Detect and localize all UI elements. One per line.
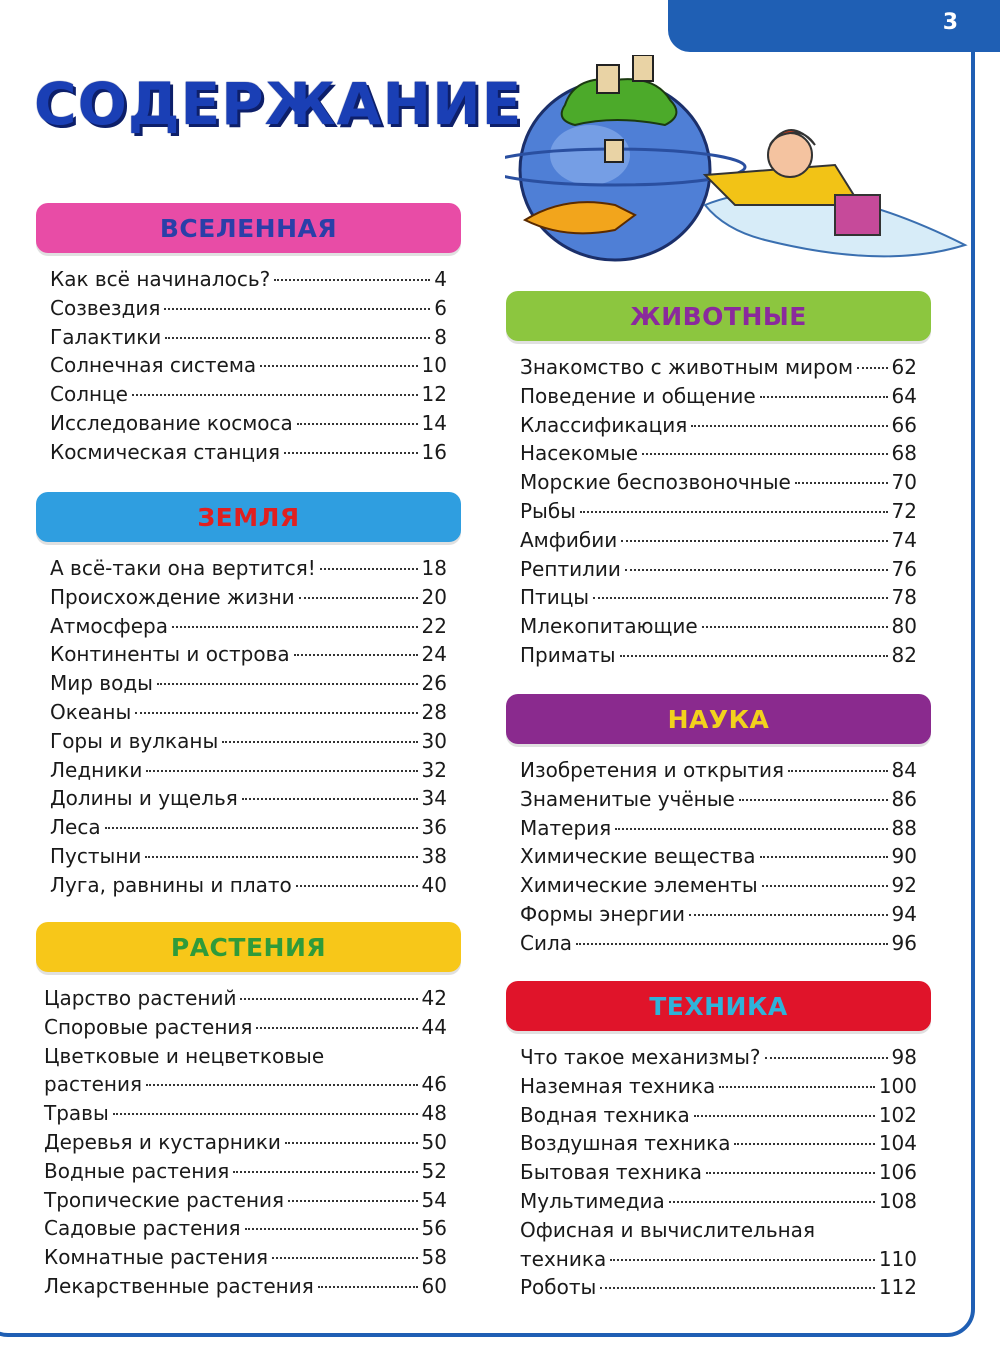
toc-entry-label: Изобретения и открытия bbox=[520, 758, 785, 782]
toc-entry-page: 84 bbox=[891, 758, 917, 782]
toc-entry-label: А всё-таки она вертится! bbox=[50, 556, 316, 580]
toc-entry[interactable] bbox=[44, 1042, 447, 1100]
dot-leader bbox=[245, 1228, 418, 1230]
dot-leader bbox=[576, 943, 888, 945]
toc-entry-page: 20 bbox=[421, 584, 447, 609]
toc-entry-label: Садовые растения bbox=[44, 1216, 241, 1241]
section-animals bbox=[506, 291, 931, 670]
toc-entry-page: 74 bbox=[891, 527, 917, 552]
dot-leader bbox=[620, 655, 888, 657]
toc-entry[interactable] bbox=[520, 555, 917, 584]
toc-entry-label: Тропические растения bbox=[44, 1187, 285, 1212]
toc-entry-label: Морские беспозвоночные bbox=[520, 470, 791, 495]
toc-entry-label: Формы энергии bbox=[520, 901, 685, 926]
dot-leader bbox=[694, 1115, 875, 1117]
dot-leader bbox=[274, 279, 430, 281]
toc-entry-page: 104 bbox=[878, 1131, 917, 1156]
dot-leader bbox=[702, 626, 888, 628]
toc-entry[interactable] bbox=[520, 497, 917, 526]
toc-entry-page: 22 bbox=[421, 613, 447, 638]
toc-entry[interactable] bbox=[50, 669, 447, 698]
toc-entry-page: 34 bbox=[421, 786, 447, 811]
toc-entry-label: Континенты и острова bbox=[50, 642, 290, 667]
toc-entry[interactable] bbox=[520, 814, 917, 843]
section-header-earth bbox=[36, 492, 461, 542]
toc-entry-page: 4 bbox=[434, 267, 447, 291]
toc-entry-label: Цветковые и нецветковые bbox=[44, 1043, 325, 1068]
dot-leader bbox=[706, 1172, 875, 1174]
dot-leader bbox=[242, 798, 418, 800]
toc-entry[interactable] bbox=[50, 756, 447, 785]
toc-entry-label: Солнце bbox=[50, 382, 128, 407]
toc-entry[interactable] bbox=[44, 1243, 447, 1272]
toc-entry[interactable] bbox=[50, 409, 447, 438]
toc-entry-page: 60 bbox=[421, 1273, 447, 1298]
toc-entry[interactable] bbox=[50, 813, 447, 842]
toc-entry-page: 54 bbox=[421, 1187, 447, 1212]
toc-entry[interactable] bbox=[520, 439, 917, 468]
toc-entry-page: 68 bbox=[891, 441, 917, 466]
dot-leader bbox=[146, 770, 417, 772]
toc-entry-page: 10 bbox=[421, 353, 447, 378]
dot-leader bbox=[165, 337, 430, 339]
toc-entry-page: 92 bbox=[891, 873, 917, 898]
dot-leader bbox=[739, 799, 888, 801]
toc-entry[interactable] bbox=[520, 871, 917, 900]
toc-entry-label: Леса bbox=[50, 815, 101, 840]
dot-leader bbox=[164, 308, 430, 310]
toc-entry-page: 72 bbox=[891, 498, 917, 523]
section-plants bbox=[36, 922, 461, 1301]
toc-entry[interactable] bbox=[520, 900, 917, 929]
toc-entry-label: Атмосфера bbox=[50, 613, 169, 638]
toc-entry-label: Насекомые bbox=[520, 441, 639, 466]
dot-leader bbox=[113, 1113, 418, 1115]
toc-entry-page: 8 bbox=[434, 324, 447, 349]
toc-entry[interactable] bbox=[50, 323, 447, 352]
toc-entry-label: Долины и ущелья bbox=[50, 786, 238, 811]
section-title: ЗЕМЛЯ bbox=[197, 502, 300, 532]
toc-entry[interactable] bbox=[50, 784, 447, 813]
dot-leader bbox=[272, 1257, 418, 1259]
toc-entry[interactable] bbox=[50, 871, 447, 900]
toc-entry-label-cont: растения bbox=[44, 1072, 143, 1097]
toc-entry[interactable] bbox=[520, 411, 917, 440]
page-title: СОДЕРЖАНИЕ bbox=[34, 70, 523, 138]
toc-entry-page: 86 bbox=[891, 786, 917, 811]
toc-entry-page: 66 bbox=[891, 412, 917, 437]
toc-entry-page: 44 bbox=[421, 1014, 447, 1039]
toc-entry-page: 76 bbox=[891, 556, 917, 581]
toc-entry-label: Наземная техника bbox=[520, 1073, 716, 1098]
toc-entry-page: 16 bbox=[421, 439, 447, 464]
toc-entry-label: Что такое механизмы? bbox=[520, 1045, 761, 1069]
toc-entry-label: Травы bbox=[44, 1101, 109, 1126]
toc-entry-label: Знаменитые учёные bbox=[520, 786, 735, 811]
section-universe bbox=[36, 203, 461, 467]
toc-entry[interactable] bbox=[50, 351, 447, 380]
toc-entry-page: 52 bbox=[421, 1158, 447, 1183]
dot-leader bbox=[145, 856, 417, 858]
toc-entry-page: 90 bbox=[891, 844, 917, 869]
dot-leader bbox=[857, 367, 888, 369]
toc-entry-page: 56 bbox=[421, 1216, 447, 1241]
toc-entry[interactable] bbox=[44, 1013, 447, 1042]
toc-entry-page: 80 bbox=[891, 614, 917, 639]
dot-leader bbox=[135, 712, 417, 714]
dot-leader bbox=[580, 511, 888, 513]
toc-entry-label: Млекопитающие bbox=[520, 614, 698, 639]
toc-entry[interactable] bbox=[520, 641, 917, 670]
section-science bbox=[506, 694, 931, 958]
toc-entry-label: Офисная и вычислительная bbox=[520, 1217, 815, 1242]
dot-leader bbox=[760, 396, 888, 398]
toc-entry[interactable] bbox=[520, 1216, 917, 1274]
toc-entry-label: Сила bbox=[520, 930, 573, 955]
toc-entry-label: Знакомство с животным миром bbox=[520, 355, 854, 379]
toc-entry-label: Водные растения bbox=[44, 1158, 230, 1183]
toc-entry[interactable] bbox=[50, 583, 447, 612]
toc-entry-page: 6 bbox=[434, 295, 447, 320]
dot-leader bbox=[240, 998, 417, 1000]
toc-entry[interactable] bbox=[50, 265, 447, 294]
toc-entry-label: Птицы bbox=[520, 585, 590, 610]
toc-entry[interactable] bbox=[44, 1099, 447, 1128]
toc-entry-page: 12 bbox=[421, 382, 447, 407]
toc-entry-label: Океаны bbox=[50, 699, 132, 724]
section-title: ТЕХНИКА bbox=[649, 991, 788, 1021]
toc-entry[interactable] bbox=[520, 785, 917, 814]
toc-entry[interactable] bbox=[520, 842, 917, 871]
toc-entry-label: Исследование космоса bbox=[50, 410, 293, 435]
toc-entry-label: Материя bbox=[520, 815, 612, 840]
toc-entry-label: Химические вещества bbox=[520, 844, 756, 869]
dot-leader bbox=[172, 626, 418, 628]
dot-leader bbox=[691, 425, 887, 427]
toc-entry[interactable] bbox=[520, 1273, 917, 1302]
toc-entry-page: 28 bbox=[421, 699, 447, 724]
toc-entry-label-cont: техника bbox=[520, 1246, 607, 1271]
toc-entry-label: Роботы bbox=[520, 1275, 597, 1300]
toc-entry-page: 88 bbox=[891, 815, 917, 840]
toc-entry[interactable] bbox=[520, 1101, 917, 1130]
toc-entry[interactable] bbox=[520, 1043, 917, 1072]
toc-entry-page: 40 bbox=[421, 872, 447, 897]
toc-entry-label: Горы и вулканы bbox=[50, 728, 219, 753]
toc-entry[interactable] bbox=[520, 756, 917, 785]
dot-leader bbox=[795, 482, 888, 484]
dot-leader bbox=[285, 1142, 418, 1144]
toc-entry-label: Бытовая техника bbox=[520, 1160, 703, 1185]
toc-entry-label: Рыбы bbox=[520, 498, 576, 523]
section-header-universe bbox=[36, 203, 461, 253]
toc-entry-label: Воздушная техника bbox=[520, 1131, 731, 1156]
toc-entry[interactable] bbox=[44, 1128, 447, 1157]
toc-entry-label: Как всё начиналось? bbox=[50, 267, 271, 291]
toc-entry-page: 14 bbox=[421, 410, 447, 435]
dot-leader bbox=[762, 885, 888, 887]
dot-leader bbox=[719, 1086, 875, 1088]
toc-entry-label: Царство растений bbox=[44, 986, 237, 1010]
toc-entry-label: Мир воды bbox=[50, 671, 153, 696]
toc-entry-label: Химические элементы bbox=[520, 873, 758, 898]
toc-entry[interactable] bbox=[520, 1072, 917, 1101]
toc-entry-label: Ледники bbox=[50, 757, 143, 782]
dot-leader bbox=[625, 569, 888, 571]
toc-entry-page: 24 bbox=[421, 642, 447, 667]
toc-entry-page: 38 bbox=[421, 843, 447, 868]
toc-entry-label: Споровые растения bbox=[44, 1014, 253, 1039]
toc-entry[interactable] bbox=[520, 1158, 917, 1187]
section-title: РАСТЕНИЯ bbox=[170, 932, 327, 962]
toc-entry-label: Поведение и общение bbox=[520, 383, 756, 408]
toc-entry-label: Приматы bbox=[520, 642, 616, 667]
toc-entry-page: 112 bbox=[878, 1275, 917, 1300]
dot-leader bbox=[288, 1200, 417, 1202]
dot-leader bbox=[132, 394, 418, 396]
toc-entry[interactable] bbox=[50, 612, 447, 641]
toc-entry[interactable] bbox=[50, 698, 447, 727]
toc-entry-page: 108 bbox=[878, 1188, 917, 1213]
section-title: ВСЕЛЕННАЯ bbox=[159, 213, 338, 243]
toc-entry-label: Созвездия bbox=[50, 295, 161, 320]
toc-entry-page: 94 bbox=[891, 901, 917, 926]
section-header-technology bbox=[506, 981, 931, 1031]
toc-entry[interactable] bbox=[520, 353, 917, 382]
toc-entry-page: 32 bbox=[421, 757, 447, 782]
toc-entry-page: 58 bbox=[421, 1245, 447, 1270]
toc-entry-label: Мультимедиа bbox=[520, 1188, 665, 1213]
toc-entry[interactable] bbox=[520, 583, 917, 612]
dot-leader bbox=[222, 741, 417, 743]
dot-leader bbox=[294, 654, 418, 656]
toc-entry-page: 102 bbox=[878, 1102, 917, 1127]
toc-entry[interactable] bbox=[44, 1157, 447, 1186]
section-header-plants bbox=[36, 922, 461, 972]
toc-entry-page: 48 bbox=[421, 1101, 447, 1126]
toc-entry-label: Лекарственные растения bbox=[44, 1273, 314, 1298]
toc-entry-page: 100 bbox=[878, 1073, 917, 1098]
toc-entry-label: Галактики bbox=[50, 324, 162, 349]
toc-entry[interactable] bbox=[520, 1129, 917, 1158]
section-title: ЖИВОТНЫЕ bbox=[630, 301, 807, 331]
toc-entry-page: 78 bbox=[891, 585, 917, 610]
section-header-animals bbox=[506, 291, 931, 341]
dot-leader bbox=[157, 683, 418, 685]
dot-leader bbox=[260, 365, 417, 367]
dot-leader bbox=[105, 827, 418, 829]
toc-entry[interactable] bbox=[520, 929, 917, 958]
toc-entry-label: Водная техника bbox=[520, 1102, 690, 1127]
toc-entry[interactable] bbox=[44, 984, 447, 1013]
toc-entry[interactable] bbox=[520, 526, 917, 555]
toc-entry-page: 50 bbox=[421, 1129, 447, 1154]
toc-entry-page: 36 bbox=[421, 815, 447, 840]
toc-entry-page: 96 bbox=[891, 930, 917, 955]
toc-entry-label: Амфибии bbox=[520, 527, 618, 552]
toc-entry-page: 18 bbox=[421, 556, 447, 580]
dot-leader bbox=[284, 452, 418, 454]
dot-leader bbox=[600, 1287, 875, 1289]
dot-leader bbox=[256, 1027, 417, 1029]
dot-leader bbox=[642, 453, 887, 455]
section-earth bbox=[36, 492, 461, 900]
page-number: 3 bbox=[942, 10, 958, 35]
dot-leader bbox=[788, 770, 887, 772]
toc-entry[interactable] bbox=[520, 612, 917, 641]
toc-entry[interactable] bbox=[50, 842, 447, 871]
toc-entry[interactable] bbox=[50, 294, 447, 323]
toc-entry[interactable] bbox=[50, 380, 447, 409]
dot-leader bbox=[610, 1259, 875, 1261]
section-technology bbox=[506, 981, 931, 1302]
toc-entry[interactable] bbox=[50, 640, 447, 669]
toc-entry-page: 46 bbox=[421, 1072, 447, 1097]
dot-leader bbox=[146, 1084, 418, 1086]
toc-entry-label: Классификация bbox=[520, 412, 688, 437]
dot-leader bbox=[320, 568, 418, 570]
globe-boat-illustration bbox=[505, 55, 975, 295]
dot-leader bbox=[296, 885, 418, 887]
dot-leader bbox=[621, 540, 887, 542]
dot-leader bbox=[669, 1201, 875, 1203]
toc-entry-label: Комнатные растения bbox=[44, 1245, 269, 1270]
section-header-science bbox=[506, 694, 931, 744]
dot-leader bbox=[318, 1286, 418, 1288]
toc-entry-label: Луга, равнины и плато bbox=[50, 872, 292, 897]
toc-entry-page: 42 bbox=[421, 986, 447, 1010]
toc-entry[interactable] bbox=[50, 727, 447, 756]
dot-leader bbox=[689, 914, 888, 916]
toc-entry[interactable] bbox=[520, 1187, 917, 1216]
toc-entry-page: 106 bbox=[878, 1160, 917, 1185]
dot-leader bbox=[299, 597, 418, 599]
toc-entry[interactable] bbox=[44, 1214, 447, 1243]
toc-entry-page: 82 bbox=[891, 642, 917, 667]
toc-entry[interactable] bbox=[44, 1272, 447, 1301]
toc-entry-page: 26 bbox=[421, 671, 447, 696]
dot-leader bbox=[760, 856, 888, 858]
toc-entry-page: 98 bbox=[891, 1045, 917, 1069]
toc-entry-page: 30 bbox=[421, 728, 447, 753]
dot-leader bbox=[297, 423, 418, 425]
dot-leader bbox=[734, 1143, 874, 1145]
toc-entry-page: 64 bbox=[891, 383, 917, 408]
toc-entry-label: Космическая станция bbox=[50, 439, 280, 464]
toc-entry-page: 110 bbox=[878, 1246, 917, 1271]
toc-entry-page: 70 bbox=[891, 470, 917, 495]
dot-leader bbox=[615, 828, 887, 830]
toc-entry-label: Деревья и кустарники bbox=[44, 1129, 281, 1154]
toc-entry-label: Солнечная система bbox=[50, 353, 257, 378]
toc-entry-label: Рептилии bbox=[520, 556, 621, 581]
toc-entry[interactable] bbox=[520, 382, 917, 411]
toc-entry[interactable] bbox=[50, 554, 447, 583]
page-number-tab bbox=[668, 0, 1000, 52]
toc-entry-label: Происхождение жизни bbox=[50, 584, 295, 609]
section-title: НАУКА bbox=[667, 704, 770, 734]
toc-entry-page: 62 bbox=[891, 355, 917, 379]
toc-entry[interactable] bbox=[50, 438, 447, 467]
toc-entry[interactable] bbox=[44, 1186, 447, 1215]
dot-leader bbox=[765, 1057, 888, 1059]
dot-leader bbox=[233, 1171, 417, 1173]
toc-entry-label: Пустыни bbox=[50, 843, 142, 868]
dot-leader bbox=[593, 597, 887, 599]
toc-entry[interactable] bbox=[520, 468, 917, 497]
